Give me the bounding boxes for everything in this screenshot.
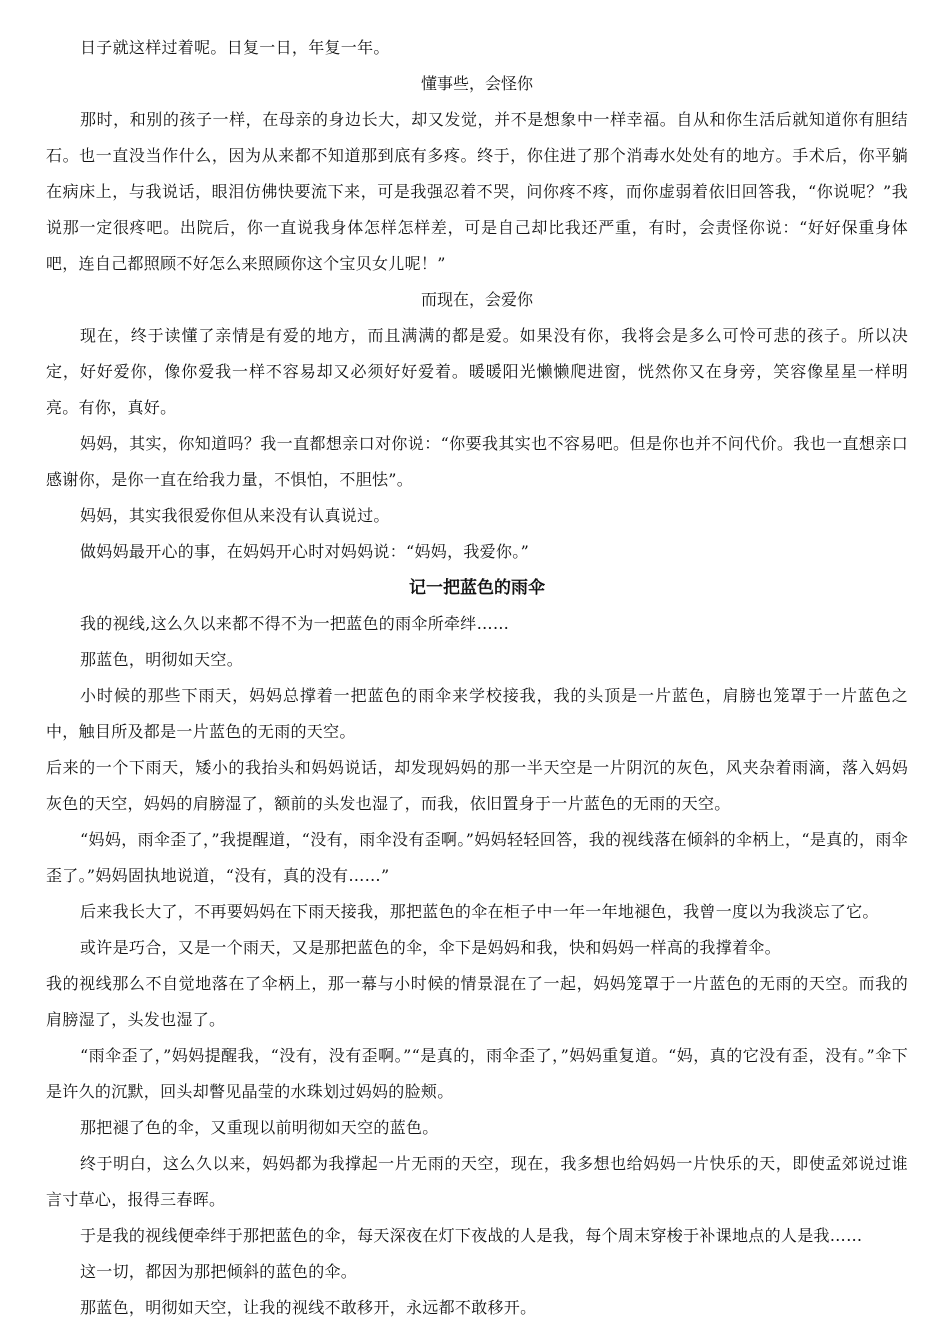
essay-title: 记一把蓝色的雨伞 bbox=[409, 578, 545, 598]
paragraph: 于是我的视线便牵绊于那把蓝色的伞，每天深夜在灯下夜战的人是我，每个周末穿梭于补课地点的人是我…… bbox=[80, 1226, 863, 1245]
paragraph: 我的视线那么不自觉地落在了伞柄上，那一幕与小时候的情景混在了一起，妈妈笼罩于一片蓝色的无雨的天空。而我的肩膀湿了，头发也湿了。 bbox=[46, 974, 908, 1029]
section-subheading: 懂事些，会怪你 bbox=[420, 74, 533, 93]
paragraph: 后来的一个下雨天，矮小的我抬头和妈妈说话，却发现妈妈的那一半天空是一片阴沉的灰色，风夹杂着雨滴，落入妈妈灰色的天空，妈妈的肩膀湿了，额前的头发也湿了，而我，依旧置身于一片蓝色的无雨的天空。 bbox=[46, 758, 908, 813]
paragraph: “雨伞歪了，”妈妈提醒我，“没有，没有歪啊。”“是真的，雨伞歪了，”妈妈重复道。“妈，真的它没有歪，没有。”伞下是许久的沉默，回头却瞥见晶莹的水珠划过妈妈的脸颊。 bbox=[46, 1046, 908, 1101]
paragraph: “妈妈，雨伞歪了，”我提醒道，“没有，雨伞没有歪啊。”妈妈轻轻回答，我的视线落在倾斜的伞柄上，“是真的，雨伞歪了。”妈妈固执地说道，“没有，真的没有……” bbox=[46, 830, 908, 885]
paragraph: 日子就这样过着呢。日复一日，年复一年。 bbox=[80, 38, 390, 57]
section-subheading: 而现在，会爱你 bbox=[420, 290, 533, 309]
paragraph: 我的视线,这么久以来都不得不为一把蓝色的雨伞所牵绊…… bbox=[80, 614, 510, 633]
paragraph: 这一切，都因为那把倾斜的蓝色的伞。 bbox=[80, 1262, 358, 1281]
paragraph: 或许是巧合，又是一个雨天，又是那把蓝色的伞，伞下是妈妈和我，快和妈妈一样高的我撑着伞。 bbox=[80, 938, 781, 957]
paragraph: 终于明白，这么久以来，妈妈都为我撑起一片无雨的天空，现在，我多想也给妈妈一片快乐的天，即使孟郊说过谁言寸草心，报得三春晖。 bbox=[46, 1154, 908, 1209]
paragraph: 那蓝色，明彻如天空。 bbox=[80, 650, 244, 669]
paragraph: 后来我长大了，不再要妈妈在下雨天接我，那把蓝色的伞在柜子中一年一年地褪色，我曾一度以为我淡忘了它。 bbox=[80, 902, 879, 921]
paragraph: 那时，和别的孩子一样，在母亲的身边长大，却又发觉，并不是想象中一样幸福。自从和你生活后就知道你有胆结石。也一直没当作什么，因为从来都不知道那到底有多疼。终于，你住进了那个消毒水处处有的地方。手术后，你平躺在病床上，与我说话，眼泪仿佛快要流下来，可是我强忍着不哭，问你疼不疼，而你虚弱着依旧回答我，“你说呢？”我说那一定很疼吧。出院后，你一直说我身体怎样怎样差，可是自己却比我还严重，有时，会责怪你说：“好好保重身体吧，连自己都照顾不好怎么来照顾你这个宝贝女儿呢！” bbox=[46, 110, 908, 273]
paragraph: 现在，终于读懂了亲情是有爱的地方，而且满满的都是爱。如果没有你，我将会是多么可怜可悲的孩子。所以决定，好好爱你，像你爱我一样不容易却又必须好好爱着。暖暖阳光懒懒爬进窗，恍然你又在身旁，笑容像星星一样明亮。有你，真好。 bbox=[46, 326, 908, 417]
paragraph: 做妈妈最开心的事，在妈妈开心时对妈妈说：“妈妈，我爱你。” bbox=[80, 542, 530, 561]
paragraph: 小时候的那些下雨天，妈妈总撑着一把蓝色的雨伞来学校接我，我的头顶是一片蓝色，肩膀也笼罩于一片蓝色之中，触目所及都是一片蓝色的无雨的天空。 bbox=[46, 686, 908, 741]
paragraph: 那把褪了色的伞，又重现以前明彻如天空的蓝色。 bbox=[80, 1118, 439, 1137]
paragraph: 那蓝色，明彻如天空，让我的视线不敢移开，永远都不敢移开。 bbox=[80, 1298, 537, 1317]
paragraph: 妈妈，其实我很爱你但从来没有认真说过。 bbox=[80, 506, 390, 525]
paragraph: 妈妈，其实，你知道吗？我一直都想亲口对你说：“你要我其实也不容易吧。但是你也并不问代价。我也一直想亲口感谢你，是你一直在给我力量，不惧怕，不胆怯”。 bbox=[46, 434, 908, 489]
